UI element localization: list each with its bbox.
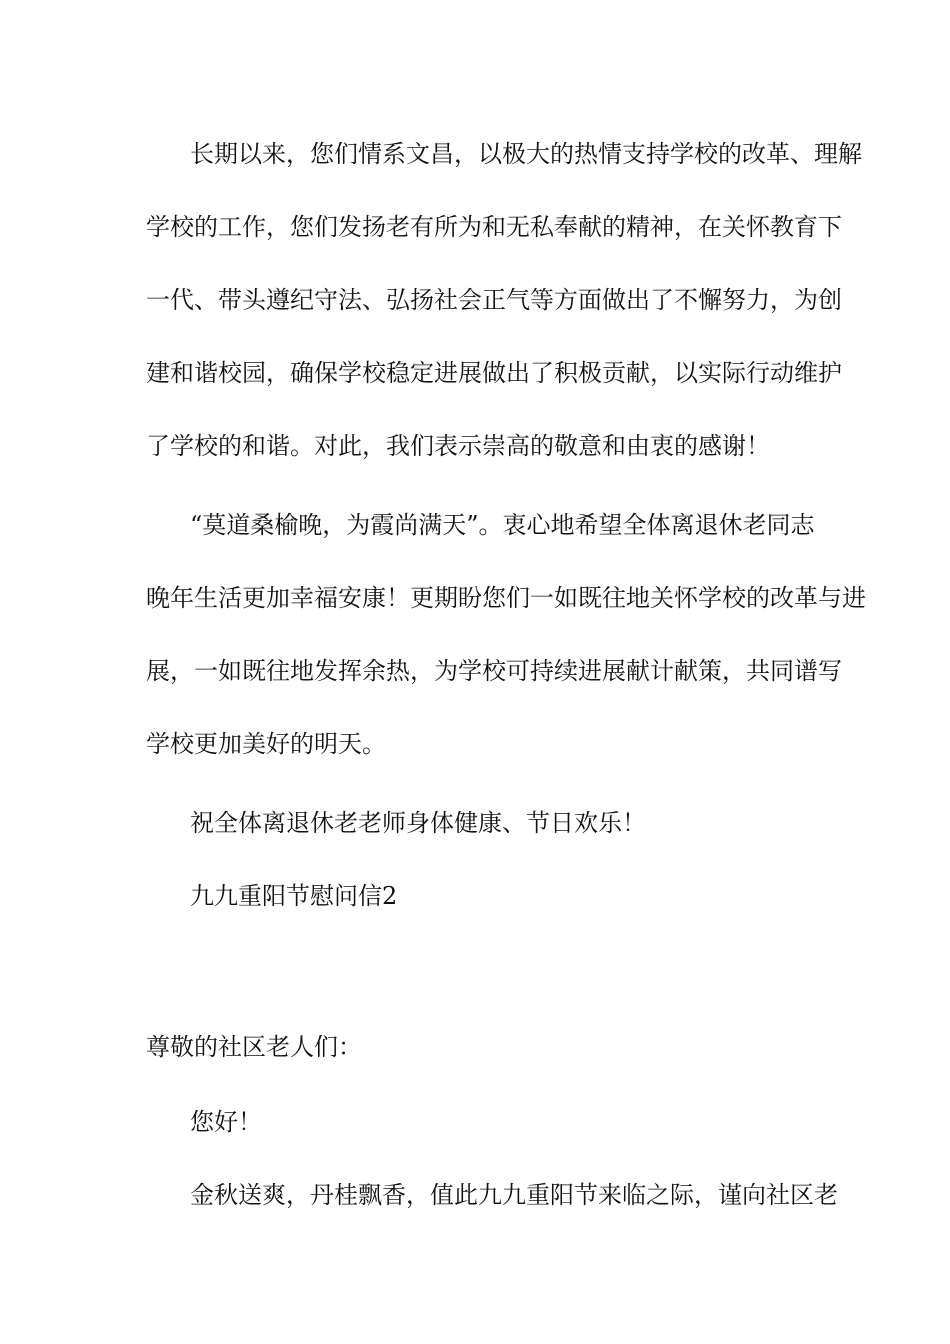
closing-wish: 祝全体离退休老老师身体健康、节日欢乐！ bbox=[190, 809, 646, 837]
greeting: 您好！ bbox=[190, 1108, 262, 1136]
paragraph-1-line-5: 了学校的和谐。对此，我们表示崇高的敬意和由衷的感谢！ bbox=[146, 432, 770, 460]
paragraph-2-line-1: “莫道桑榆晚，为霞尚满天”。衷心地希望全体离退休老同志 bbox=[190, 511, 815, 539]
paragraph-3-line-1: 金秋送爽，丹桂飘香，值此九九重阳节来临之际，谨向社区老 bbox=[190, 1181, 838, 1209]
paragraph-2-line-2: 晚年生活更加幸福安康！更期盼您们一如既往地关怀学校的改革与进 bbox=[146, 584, 866, 612]
paragraph-1-line-4: 建和谐校园，确保学校稳定进展做出了积极贡献，以实际行动维护 bbox=[146, 359, 842, 387]
paragraph-2-line-4: 学校更加美好的明天。 bbox=[146, 730, 386, 758]
paragraph-1-line-2: 学校的工作，您们发扬老有所为和无私奉献的精神，在关怀教育下 bbox=[146, 213, 842, 241]
paragraph-1-line-1: 长期以来，您们情系文昌，以极大的热情支持学校的改革、理解 bbox=[190, 140, 862, 168]
salutation: 尊敬的社区老人们： bbox=[146, 1033, 362, 1061]
paragraph-2-line-3: 展，一如既往地发挥余热，为学校可持续进展献计献策，共同谱写 bbox=[146, 657, 842, 685]
section-title: 九九重阳节慰问信2 bbox=[190, 882, 398, 910]
paragraph-1-line-3: 一代、带头遵纪守法、弘扬社会正气等方面做出了不懈努力，为创 bbox=[146, 286, 842, 314]
